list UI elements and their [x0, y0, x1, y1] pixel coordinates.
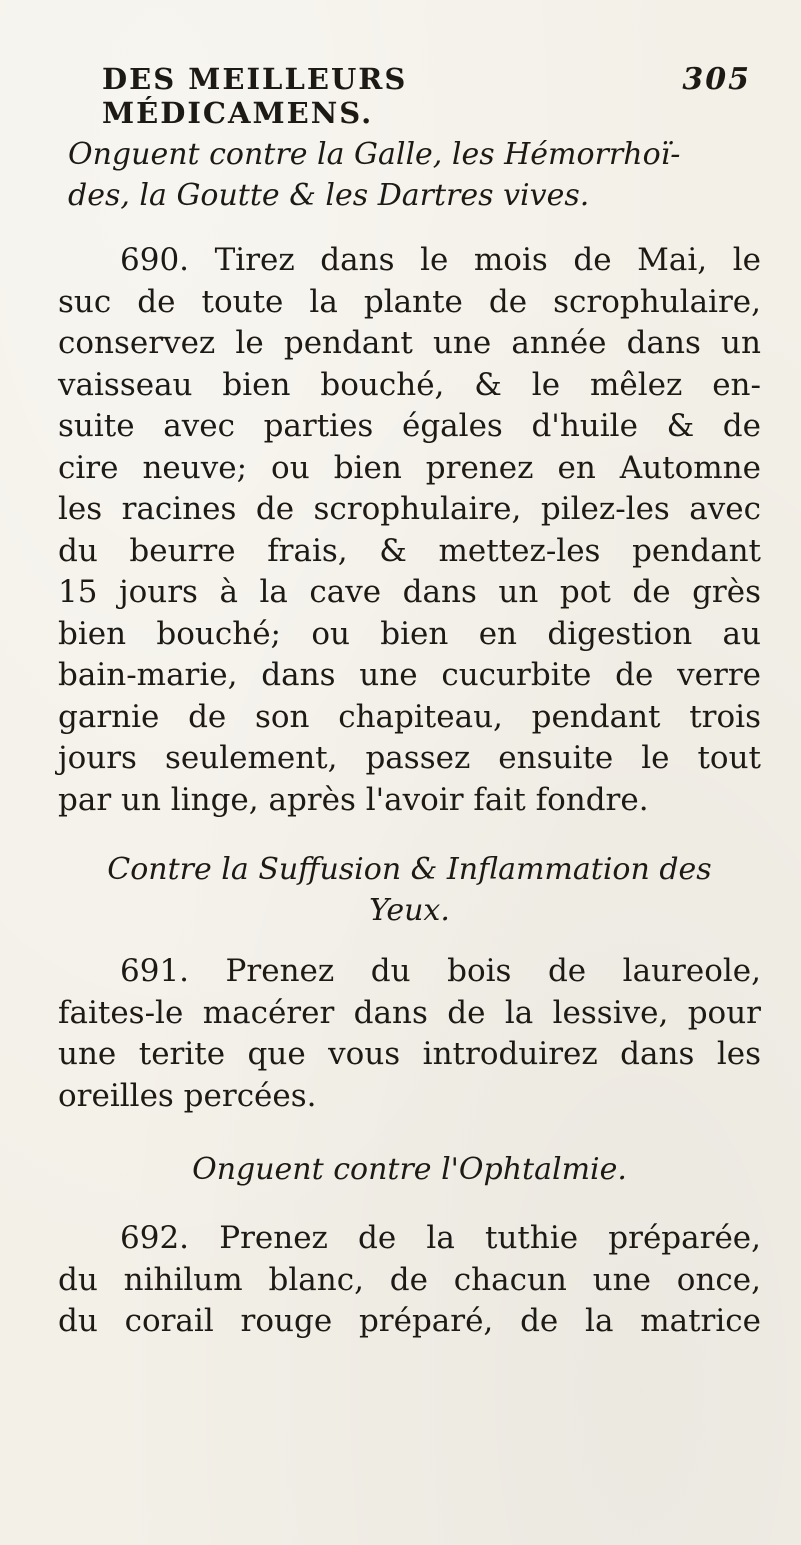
section-heading-line: Contre la Suffusion & Inflammation des	[107, 852, 712, 887]
running-head-title: DES MEILLEURS MÉDICAMENS.	[102, 62, 408, 130]
text-line: suite avec parties égales d'huile & de	[58, 408, 761, 444]
section-heading	[58, 1149, 761, 1190]
page-number: 305	[682, 62, 751, 97]
recipe-paragraph	[58, 1218, 761, 1343]
section-suffusion-yeux	[58, 849, 761, 1117]
text-line: par un linge, après l'avoir fait fondre.	[58, 781, 649, 818]
section-heading-line: Yeux.	[369, 893, 450, 928]
text-line: une terite que vous introduirez dans les	[58, 1036, 761, 1072]
section-ophtalmie	[58, 1149, 761, 1343]
text-line: jours seulement, passez ensuite le tout	[58, 740, 761, 776]
text-line: cire neuve; ou bien prenez en Automne	[58, 449, 761, 486]
text-line: 15 jours à la cave dans un pot de grès	[58, 574, 761, 610]
text-line: conservez le pendant une année dans un	[58, 325, 761, 361]
text-line: bien bouché; ou bien en digestion au	[58, 615, 761, 652]
text-line: bain-marie, dans une cucurbite de verre	[58, 657, 761, 693]
section-heading	[58, 849, 761, 931]
text-line: du beurre frais, & mettez-les pendant	[58, 532, 761, 569]
section-heading	[58, 134, 761, 216]
text-line: 691. Prenez du bois de laureole,	[120, 953, 761, 989]
recipe-paragraph	[58, 951, 761, 1117]
text-line: du corail rouge préparé, de la matrice	[58, 1303, 761, 1339]
text-line: les racines de scrophulaire, pilez-les avec	[58, 491, 761, 527]
text-line: 690. Tirez dans le mois de Mai, le	[120, 242, 761, 278]
running-head	[58, 62, 761, 130]
section-heading-line: Onguent contre l'Ophtalmie.	[192, 1152, 627, 1187]
text-line: faites-le macérer dans de la lessive, pour	[58, 994, 761, 1031]
section-heading-line: des, la Goutte & les Dartres vives.	[68, 178, 590, 213]
text-line: suc de toute la plante de scrophulaire,	[58, 283, 761, 320]
section-onguent-galle	[58, 134, 761, 821]
text-line: garnie de son chapiteau, pendant trois	[58, 698, 761, 735]
text-line: du nihilum blanc, de chacun une once,	[58, 1261, 761, 1298]
text-line: 692. Prenez de la tuthie préparée,	[120, 1220, 761, 1256]
section-heading-line: Onguent contre la Galle, les Hémorrhoï-	[68, 137, 681, 172]
text-line: vaisseau bien bouché, & le mêlez en-	[58, 366, 761, 403]
recipe-paragraph	[58, 240, 761, 821]
text-line: oreilles percées.	[58, 1077, 317, 1114]
